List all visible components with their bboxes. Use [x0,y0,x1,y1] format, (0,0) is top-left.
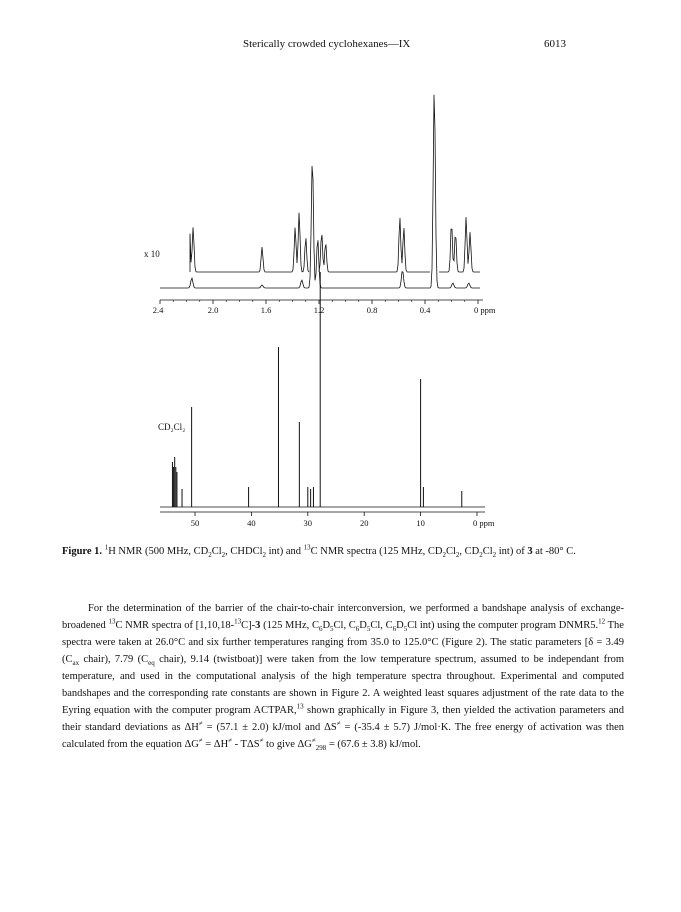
running-title: Sterically crowded cyclohexanes—IX [243,38,411,50]
h1-tick-label: 2.0 [207,305,219,315]
c13-tick-label: 40 [247,518,256,528]
scale-annotation: x 10 [144,249,160,259]
figure-label: Figure 1. [62,546,103,557]
c13-tick-label: 20 [359,518,369,528]
solvent-annotation: CD₂Cl₂ [158,422,186,432]
c13-x-ticks [191,512,495,528]
c13-spectrum-traces [160,272,485,507]
page-number: 6013 [544,38,566,50]
h1-tick-label: 2.4 [152,305,164,315]
h1-tick-label: 1.6 [260,305,272,315]
h1-tick-label: 0 ppm [474,305,496,315]
h1-tick-label: 0.4 [419,305,431,315]
figure-caption: Figure 1. $^1$H NMR (500 MHz, $CD_2Cl_2$, CHDCl$_2$ int) and $^{13}$C NMR spectra (125 MHz, $CD_2Cl_2$, $CD_2Cl_2$ int) of 3 at -80° C. [62,543,576,560]
h1-tick-label: 1.2 [313,305,325,315]
c13-tick-label: 10 [416,518,425,528]
h1-tick-label: 0.8 [366,305,378,315]
body-paragraph: For the determination of the barrier of the chair-to-chair interconversion, we performed a bandshape analysis of exchange-broadened $^{13}$C NMR spectra of [1,10,18-$^{13}$C]-3 (125 MHz, $C_6D_5Cl$, $C_6D_5Cl$, $C_6D_5Cl$ int) using the computer program DNMR5.12 The spectra were taken at 26.0°C and six further temperatures ranging from 35.0 to 125.0°C (Figure 2). The static parameters [δ = 3.49 ($C_{ax}$ chair), 7.79 ($C_{eq}$ chair), 9.14 (twistboat)] were taken from the low temperature spectrum, assumed to be independant from temperature, and used in the computational analysis of the high temperature spectra throughout. Experimental and computed bandshapes and the corresponding rate constants are shown in Figure 2. A weighted least squares adjustment of the rate data to the Eyring equation with the computer program ACTPAR,$^{13}$ shown graphically in Figure 3, then yielded the activation parameters and their standard deviations as ΔH≠ = (57.1 ± 2.0) kJ/mol and ΔS≠ = (-35.4 ± 5.7) J/mol·K. The free energy of activation was then calculated from the equation ΔG≠ = ΔH≠ - TΔS≠ to give $\Delta G^\ne_{298} = (67.6 \pm 3.8)$ kJ/mol. [62,603,624,753]
c13-tick-label: 50 [190,518,200,528]
c13-tick-label: 30 [303,518,313,528]
c13-tick-label: 0 ppm [473,518,495,528]
